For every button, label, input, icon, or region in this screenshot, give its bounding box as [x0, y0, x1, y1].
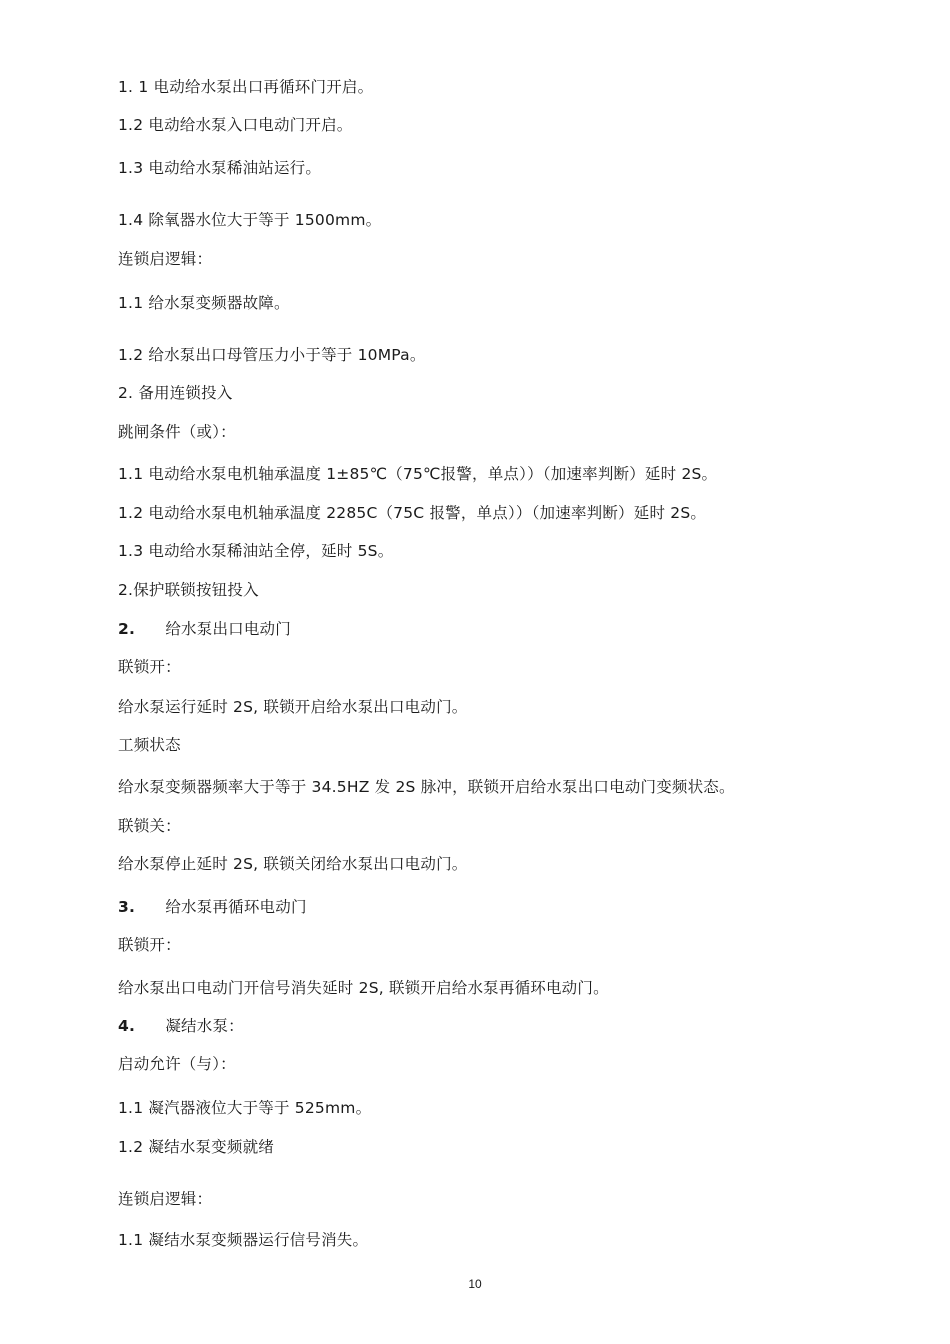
text-line: 给水泵出口电动门开信号消失延时 2S, 联锁开启给水泵再循环电动门。 [118, 979, 609, 997]
section-title: 给水泵再循环电动门 [165, 898, 307, 916]
text-line: 联锁开： [118, 936, 181, 954]
text-line: 1.2 凝结水泵变频就绪 [118, 1138, 274, 1156]
text-line: 1.1 给水泵变频器故障。 [118, 294, 290, 312]
text-line: 1.2 电动给水泵入口电动门开启。 [118, 116, 353, 134]
text-line: 联锁关： [118, 817, 181, 835]
text-line: 启动允许（与）： [118, 1055, 236, 1073]
section-number: 3. [118, 898, 136, 916]
text-line: 1.3 电动给水泵稀油站全停，延时 5S。 [118, 542, 394, 560]
section-heading [118, 896, 307, 918]
section-heading: 2. 备用连锁投入 [118, 384, 233, 402]
text-line: 1.4 除氧器水位大于等于 1500mm。 [118, 211, 382, 229]
section-number: 4. [118, 1017, 136, 1035]
section-number: 2. [118, 620, 136, 638]
section-heading [118, 1015, 244, 1037]
text-line: 给水泵变频器频率大于等于 34.5HZ 发 2S 脉冲，联锁开启给水泵出口电动门变频状态。 [118, 778, 735, 796]
page-number: 10 [468, 1277, 482, 1291]
text-line: 1.3 电动给水泵稀油站运行。 [118, 159, 322, 177]
text-line: 1.2 给水泵出口母管压力小于等于 10MPa。 [118, 346, 426, 364]
section-title: 凝结水泵： [165, 1017, 244, 1035]
section-title: 给水泵出口电动门 [165, 620, 291, 638]
text-line: 1.2 电动给水泵电机轴承温度 2285C（75C 报警，单点））（加速率判断）延时 2S。 [118, 504, 707, 522]
text-line: 1.1 凝汽器液位大于等于 525mm。 [118, 1099, 372, 1117]
text-line: 跳闸条件（或）： [118, 423, 236, 441]
text-line: 1.1 凝结水泵变频器运行信号消失。 [118, 1231, 369, 1249]
text-line: 连锁启逻辑： [118, 250, 213, 268]
text-line: 连锁启逻辑： [118, 1190, 213, 1208]
text-line: 2.保护联锁按钮投入 [118, 581, 259, 599]
text-line: 1. 1 电动给水泵出口再循环门开启。 [118, 78, 374, 96]
text-line: 给水泵停止延时 2S, 联锁关闭给水泵出口电动门。 [118, 855, 468, 873]
text-line: 给水泵运行延时 2S, 联锁开启给水泵出口电动门。 [118, 698, 468, 716]
text-line: 联锁开： [118, 658, 181, 676]
text-line: 1.1 电动给水泵电机轴承温度 1±85℃（75℃报警，单点））（加速率判断）延时 2S。 [118, 465, 718, 483]
section-heading [118, 618, 291, 640]
text-line: 工频状态 [118, 736, 181, 754]
